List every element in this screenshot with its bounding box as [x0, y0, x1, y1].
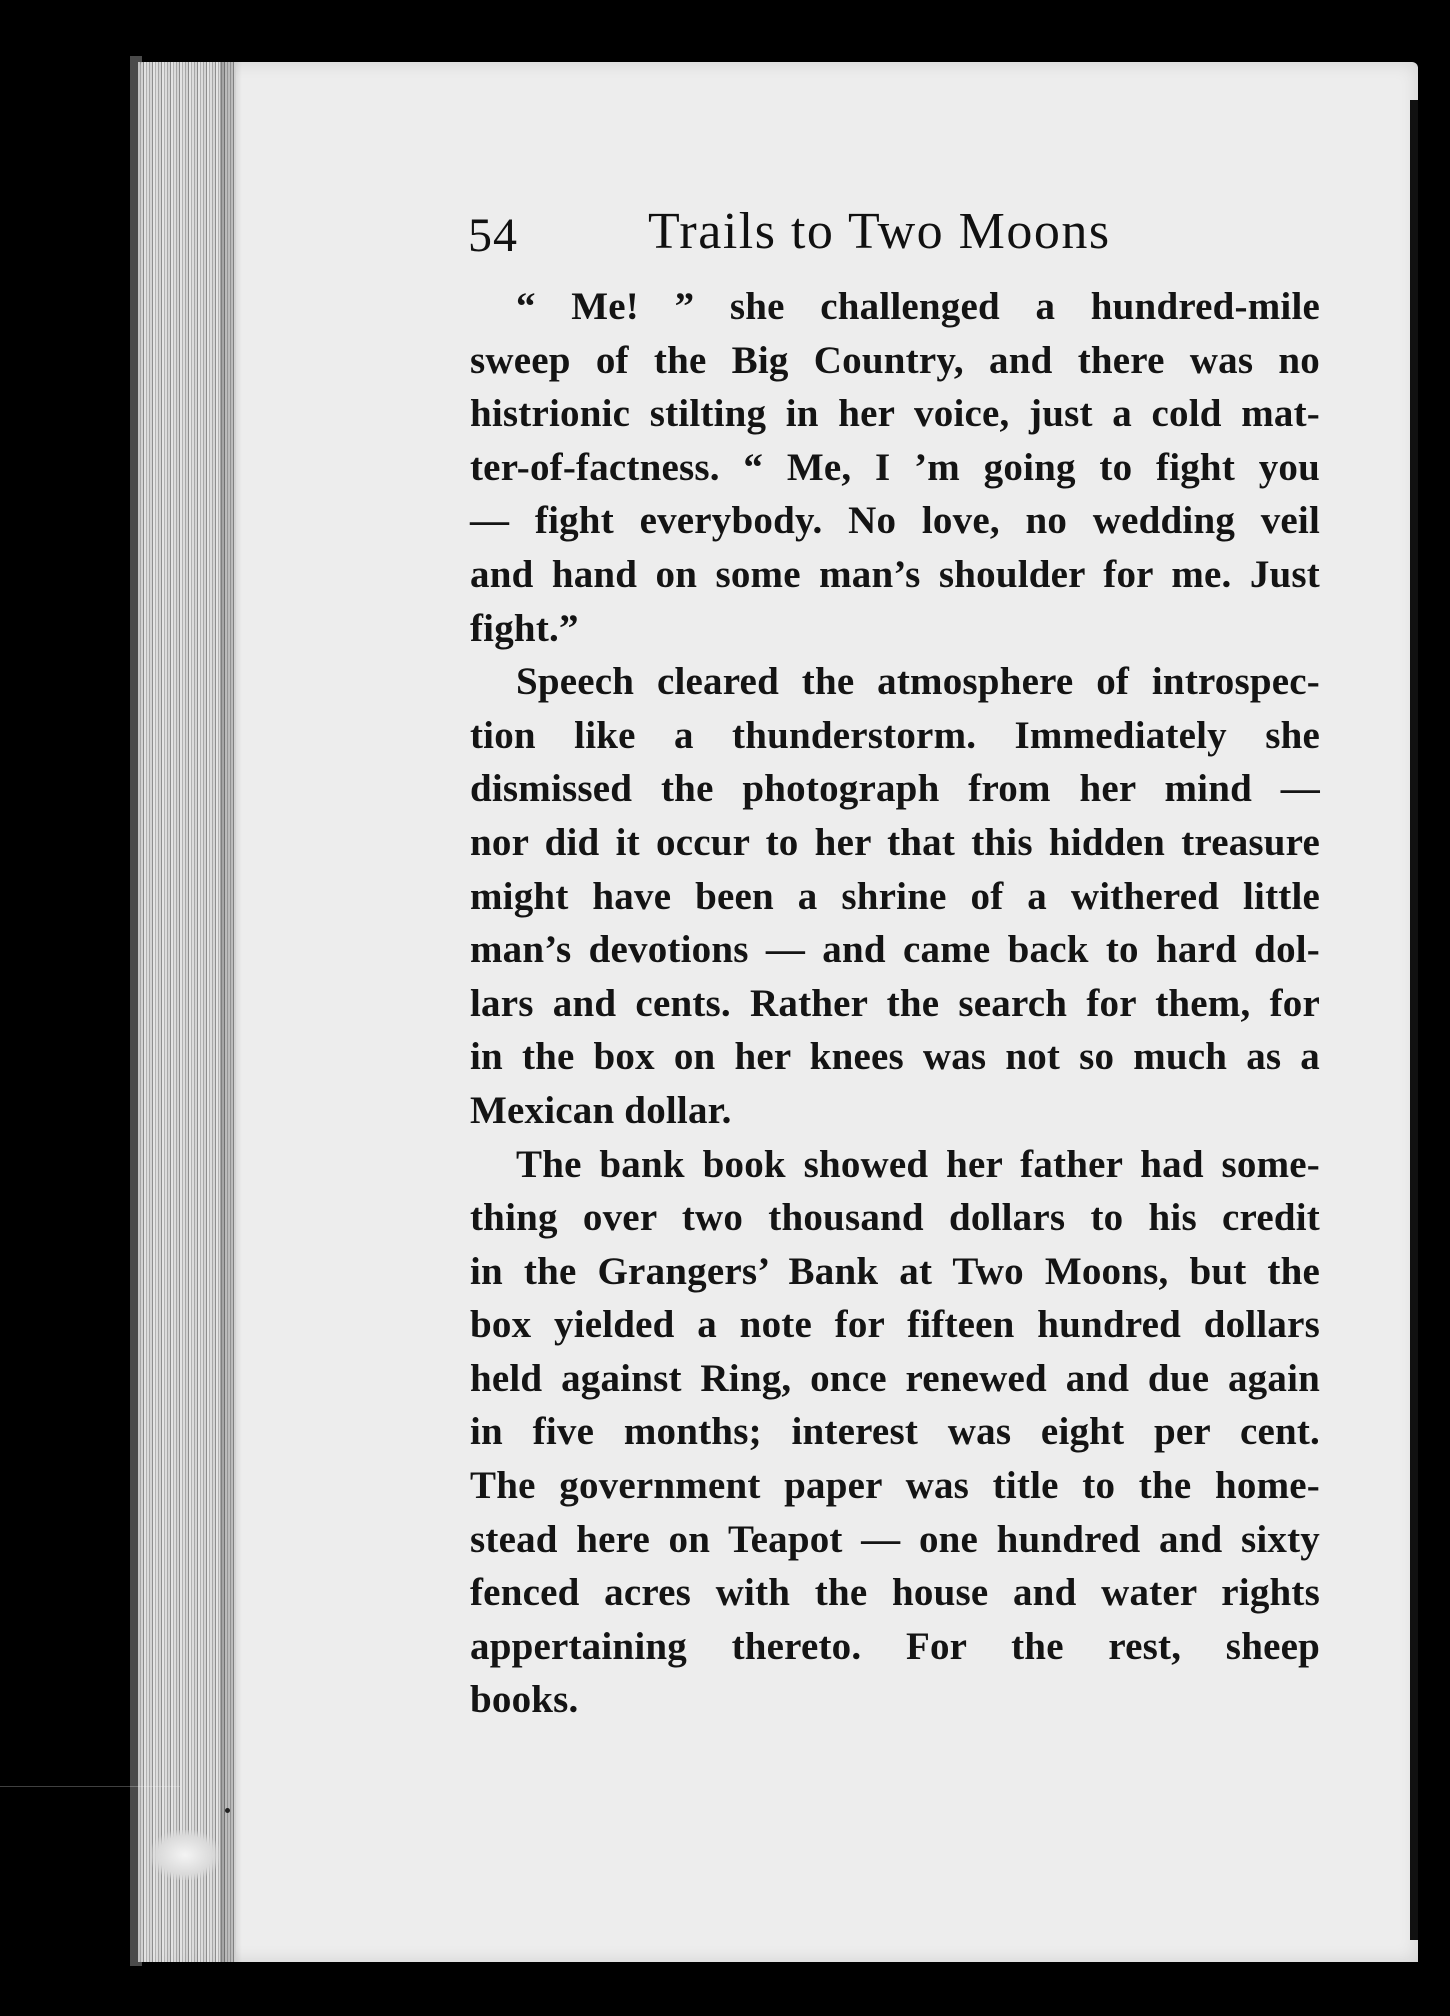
right-margin-dark	[1418, 0, 1450, 2016]
text-line: appertaining thereto. For the rest, sheep	[470, 1624, 1320, 1668]
text-line: fight.”	[470, 606, 579, 650]
text-line: box yielded a note for fifteen hundred dollars	[470, 1303, 1320, 1347]
text-line: dismissed the photograph from her mind —	[470, 767, 1320, 811]
text-line: Mexican dollar.	[470, 1088, 732, 1132]
body-text	[470, 280, 1320, 1727]
text-line: tion like a thunderstorm. Immediately she	[470, 713, 1320, 757]
text-line: The bank book showed her father had some-	[516, 1142, 1320, 1186]
text-line: and hand on some man’s shoulder for me. Just	[470, 552, 1320, 596]
paragraph-3	[470, 1138, 1320, 1728]
text-line: The government paper was title to the home-	[470, 1464, 1320, 1508]
text-line: lars and cents. Rather the search for them, for	[470, 981, 1320, 1025]
scan-artifact-line	[0, 1786, 180, 1787]
page-gutter-shadow	[220, 62, 242, 1962]
text-line: might have been a shrine of a withered little	[470, 874, 1320, 918]
text-line: “ Me! ” she challenged a hundred-mile	[516, 285, 1320, 328]
running-title: Trails to Two Moons	[648, 203, 1111, 260]
text-line: thing over two thousand dollars to his credit	[470, 1196, 1320, 1240]
text-line: Speech cleared the atmosphere of introspec-	[516, 660, 1320, 704]
text-line: histrionic stilting in her voice, just a cold mat-	[470, 392, 1320, 436]
text-line: nor did it occur to her that this hidden treasure	[470, 820, 1320, 864]
text-line: in the Grangers’ Bank at Two Moons, but the	[470, 1249, 1320, 1293]
paragraph-2	[470, 655, 1320, 1137]
text-line: — fight everybody. No love, no wedding veil	[470, 499, 1320, 543]
text-line: held against Ring, once renewed and due again	[470, 1356, 1320, 1400]
text-line: sweep of the Big Country, and there was no	[470, 338, 1320, 382]
page-smudge	[150, 1830, 220, 1880]
text-line: books.	[470, 1678, 579, 1722]
text-line: ter-of-factness. “ Me, I ’m going to fight you	[470, 445, 1320, 489]
text-line: in five months; interest was eight per cent.	[470, 1410, 1320, 1454]
page-header	[468, 202, 1328, 272]
page-number: 54	[468, 209, 518, 262]
text-line: fenced acres with the house and water rights	[470, 1571, 1320, 1615]
text-line: man’s devotions — and came back to hard dol-	[470, 928, 1320, 972]
ink-speck	[225, 1808, 230, 1813]
paragraph-1	[470, 280, 1320, 655]
text-line: stead here on Teapot — one hundred and sixty	[470, 1517, 1320, 1561]
text-line: in the box on her knees was not so much as a	[470, 1035, 1320, 1079]
facing-page-edge	[1410, 100, 1418, 1940]
